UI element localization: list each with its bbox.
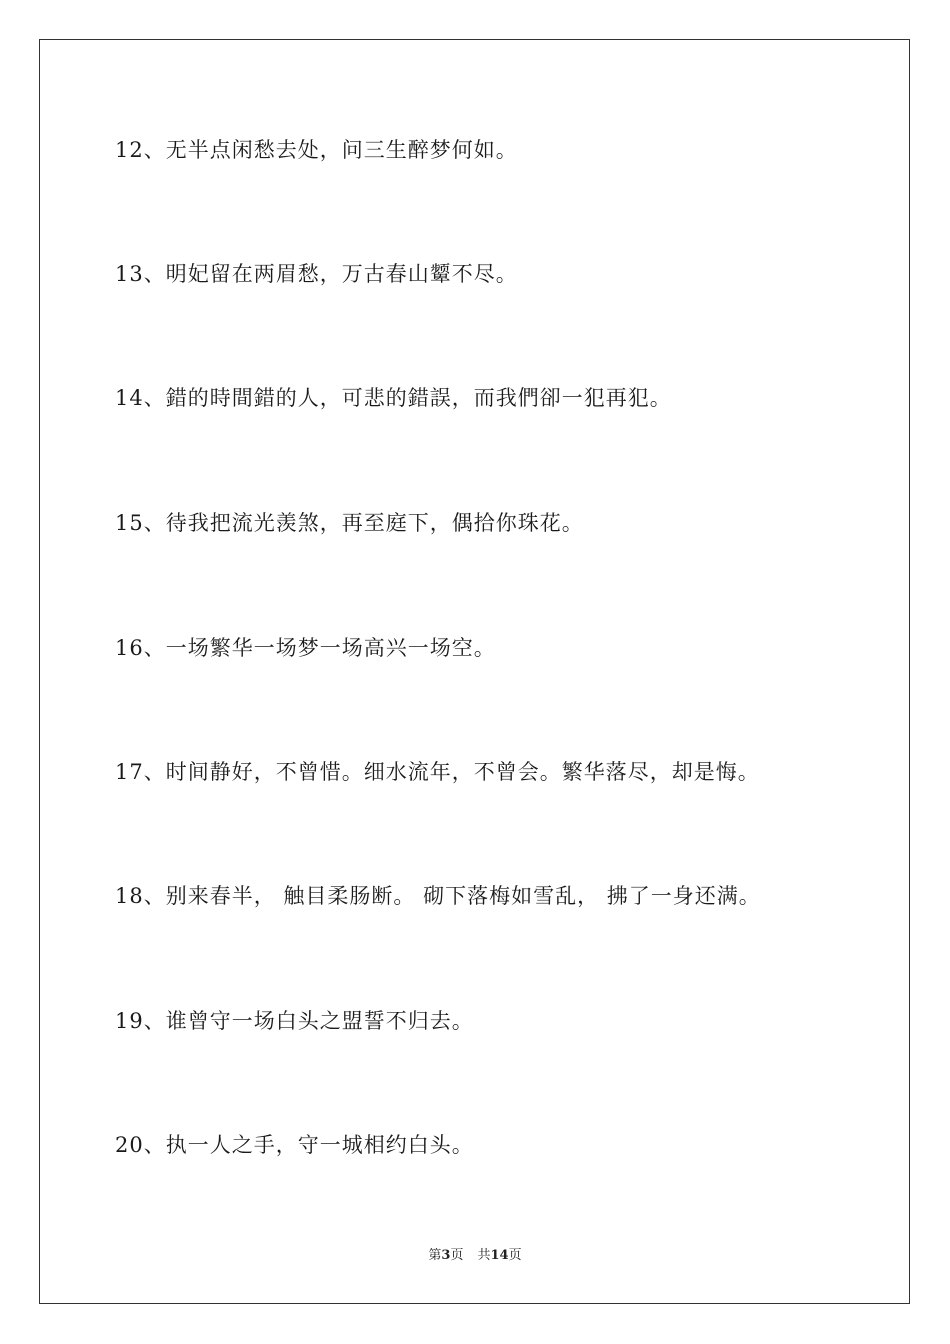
- page-prefix: 第: [428, 1248, 442, 1263]
- entry-19: 19、谁曾守一场白头之盟誓不归去。: [115, 1009, 474, 1033]
- total-suffix: 页: [508, 1248, 522, 1263]
- entry-15: 15、待我把流光羡煞，再至庭下，偶拾你珠花。: [115, 511, 584, 535]
- page-border: [39, 39, 910, 1304]
- entry-20: 20、执一人之手，守一城相约白头。: [115, 1133, 474, 1157]
- page-suffix: 页: [450, 1248, 464, 1263]
- total-prefix: 共: [477, 1248, 491, 1263]
- entry-12: 12、无半点闲愁去处，问三生醉梦何如。: [115, 138, 518, 162]
- entry-17: 17、时间静好，不曾惜。细水流年，不曾会。繁华落尽，却是悔。: [115, 760, 760, 784]
- page-number: 3: [441, 1248, 451, 1263]
- entry-13: 13、明妃留在两眉愁，万古春山颦不尽。: [115, 262, 518, 286]
- page-footer: [0, 1247, 950, 1265]
- entry-18: 18、别来春半， 触目柔肠断。 砌下落梅如雪乱， 拂了一身还满。: [115, 884, 761, 908]
- entry-14: 14、錯的時間錯的人，可悲的錯誤，而我們卻一犯再犯。: [115, 386, 672, 410]
- total-pages: 14: [490, 1248, 509, 1263]
- entry-16: 16、一场繁华一场梦一场高兴一场空。: [115, 636, 496, 660]
